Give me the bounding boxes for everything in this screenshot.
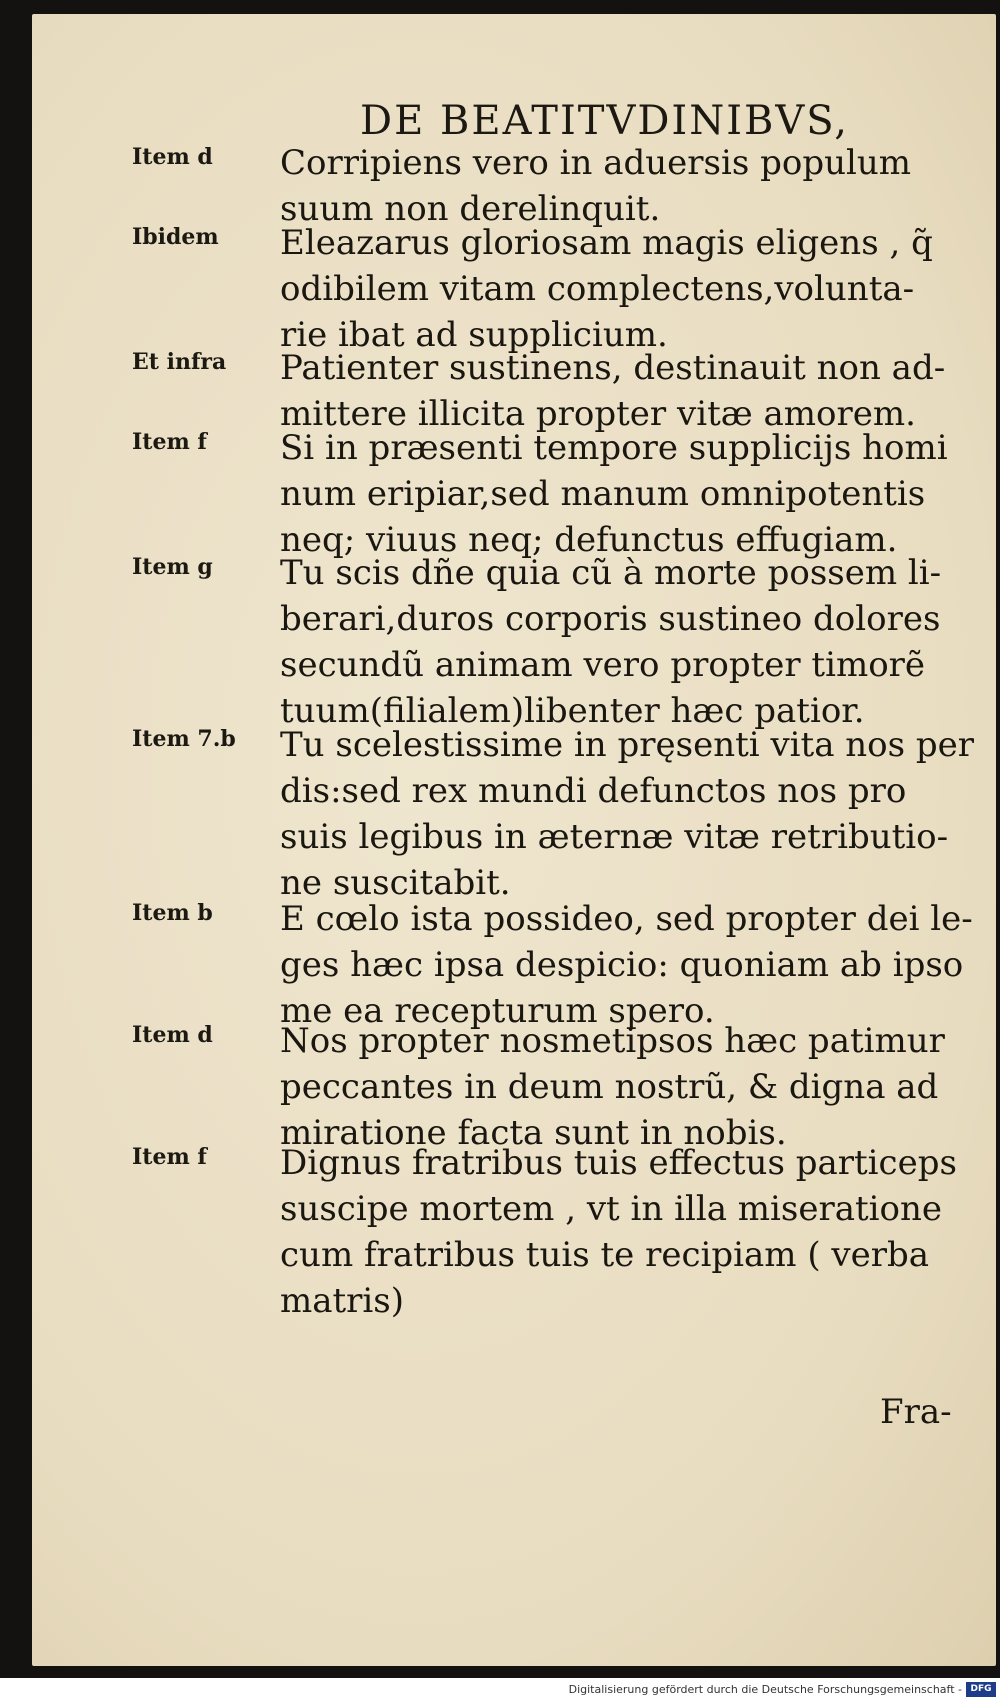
text-line: secundũ animam vero propter timorẽ <box>280 645 926 685</box>
dfg-logo: DFG <box>966 1682 996 1697</box>
text-line: peccantes in deum nostrũ, & digna ad <box>280 1067 939 1107</box>
text-line: num eripiar,sed manum omnipotentis <box>280 474 926 514</box>
text-line: Nos propter nosmetipsos hæc patimur <box>280 1021 945 1061</box>
text-line: odibilem vitam complectens,volunta- <box>280 269 915 309</box>
text-paragraph <box>280 220 940 358</box>
margin-reference: Item f <box>132 1144 207 1170</box>
text-line: Eleazarus gloriosam magis eligens , q̃ <box>280 223 933 263</box>
text-line: Tu scelestissime in pręsenti vita nos per <box>280 725 975 765</box>
text-line: cum fratribus tuis te recipiam ( verba <box>280 1235 930 1275</box>
digitization-footer <box>0 1678 1000 1703</box>
text-paragraph <box>280 425 948 563</box>
text-paragraph <box>280 550 940 734</box>
margin-reference: Item d <box>132 1022 213 1048</box>
margin-reference: Et infra <box>132 349 227 375</box>
text-line: suum non derelinquit. <box>280 189 661 229</box>
text-line: rie ibat ad supplicium. <box>280 315 668 355</box>
text-line: berari,duros corporis sustineo dolores <box>280 599 941 639</box>
text-paragraph <box>280 722 975 906</box>
margin-reference: Item b <box>132 900 213 926</box>
text-line: ne suscitabit. <box>280 863 511 903</box>
catchword: Fra- <box>880 1392 952 1432</box>
text-line: suscipe mortem , vt in illa miseratione <box>280 1189 943 1229</box>
text-line: Tu scis dñe quia cũ à morte possem li- <box>280 553 942 593</box>
text-line: tuum(filialem)libenter hæc patior. <box>280 691 865 731</box>
running-head: DE BEATITVDINIBVS, <box>360 98 849 144</box>
text-paragraph <box>280 896 973 1034</box>
text-paragraph <box>280 1018 945 1156</box>
text-line: Patienter sustinens, destinauit non ad- <box>280 348 946 388</box>
text-line: suis legibus in æternæ vitæ retributio- <box>280 817 949 857</box>
margin-reference: Ibidem <box>132 224 219 250</box>
margin-reference: Item d <box>132 144 213 170</box>
text-line: dis:sed rex mundi defunctos nos pro <box>280 771 907 811</box>
text-line: miratione facta sunt in nobis. <box>280 1113 787 1153</box>
text-line: mittere illicita propter vitæ amorem. <box>280 394 916 434</box>
margin-reference: Item 7.b <box>132 726 236 752</box>
margin-reference: Item g <box>132 554 213 580</box>
text-line: Dignus fratribus tuis effectus particeps <box>280 1143 957 1183</box>
text-paragraph <box>280 1140 957 1324</box>
text-paragraph <box>280 345 946 437</box>
margin-reference: Item f <box>132 429 207 455</box>
text-line: neq; viuus neq; defunctus effugiam. <box>280 520 898 560</box>
text-line: ges hæc ipsa despicio: quoniam ab ipso <box>280 945 964 985</box>
text-line: me ea recepturum spero. <box>280 991 715 1031</box>
text-line: E cœlo ista possideo, sed propter dei le- <box>280 899 973 939</box>
funding-credit: Digitalisierung gefördert durch die Deutsche Forschungsgemeinschaft - <box>568 1683 962 1696</box>
text-paragraph <box>280 140 940 232</box>
text-line: Si in præsenti tempore supplicijs homi <box>280 428 948 468</box>
text-line: matris) <box>280 1281 405 1321</box>
text-line: Corripiens vero in aduersis populum <box>280 143 912 183</box>
